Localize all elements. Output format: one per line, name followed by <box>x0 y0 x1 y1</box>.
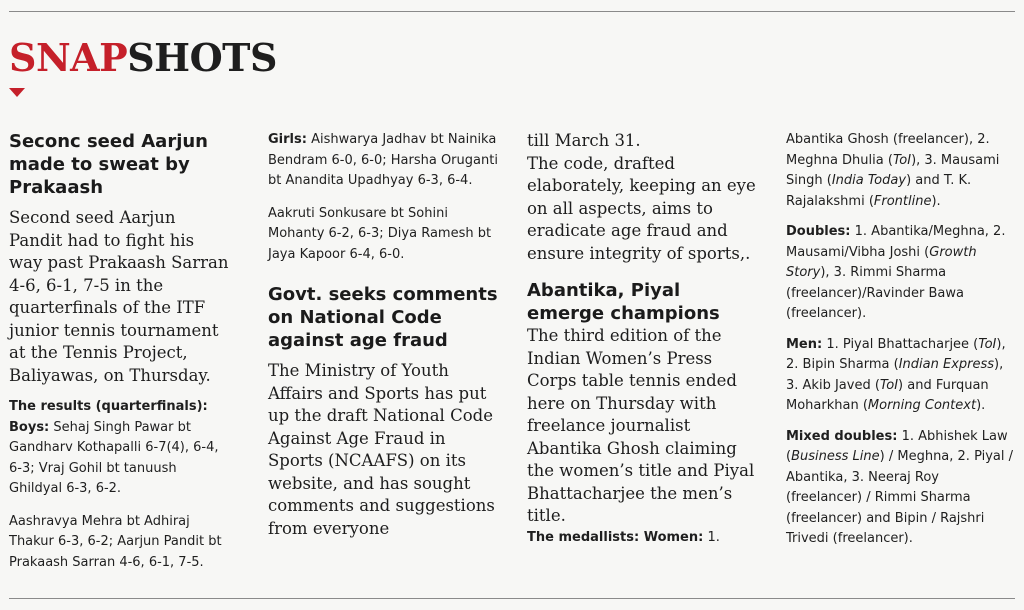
column-2 <box>268 130 500 540</box>
mixed-doubles-label: Mixed doubles: <box>786 428 898 444</box>
story-2-body-continued: till March 31. <box>527 131 641 150</box>
mixed-text-1: 1. Abhishek Law ( <box>786 428 1008 464</box>
boys-label: Boys: <box>9 419 50 435</box>
masthead-snap: SNAP <box>9 35 128 80</box>
column-1 <box>9 130 231 573</box>
story-2-body-para-2: The code, drafted elaborately, keeping an eye on all aspects, aims to eradicate age fraud and ensure integrity of sports,. <box>527 153 756 263</box>
girls-results <box>268 130 500 192</box>
doubles-pub-1: Growth Story <box>786 244 977 280</box>
men-text-4: ) and Furquan Moharkhan ( <box>786 377 989 413</box>
story-2-headline: Govt. seeks comments on National Code against age fraud <box>268 284 498 351</box>
masthead-shots: SHOTS <box>127 35 277 80</box>
story-1-headline: Seconc seed Aarjun made to sweat by Prakaash <box>9 131 208 198</box>
girls-results-text: Aishwarya Jadhav bt Nainika Bendram 6-0, 6-0; Harsha Oruganti bt Anandita Upadhyay 6-3, 6-4. <box>268 132 498 188</box>
mixed-doubles-results <box>786 427 1018 550</box>
men-pub-3: ToI <box>879 377 899 393</box>
girls-label: Girls: <box>268 132 307 147</box>
boys-results <box>9 418 231 500</box>
men-label: Men: <box>786 336 823 352</box>
doubles-results <box>786 222 1018 325</box>
bottom-rule <box>9 598 1015 599</box>
story-2-body: The Ministry of Youth Affairs and Sports has put up the draft National Code Against Age Fraud in Sports (NCAAFS) on its website, and has sought comments and suggestions from everyone <box>268 361 495 538</box>
column-3 <box>527 130 759 548</box>
medallists-label: The medallists: Women: <box>527 529 704 545</box>
column-4 <box>786 130 1018 550</box>
boys-results-text: Sehaj Singh Pawar bt Gandharv Kothapalli 6-7(4), 6-4, 6-3; Vraj Gohil bt tanuush Ghildyal 6-3, 6-2. <box>9 419 219 496</box>
girls-results-2: Aakruti Sonkusare bt Sohini Mohanty 6-2, 6-3; Diya Ramesh bt Jaya Kapoor 6-4, 6-0. <box>268 205 492 262</box>
masthead-marker-icon <box>9 88 25 97</box>
mixed-text-2: ) / Meghna, 2. Piyal / Abantika, 3. Neeraj Roy (freelancer) / Rimmi Sharma (freelancer) and Bipin / Rajshri Trivedi (freelancer). <box>786 449 1014 546</box>
doubles-text-1: 1. Abantika/Meghna, 2. Mausami/Vibha Joshi ( <box>786 224 1006 260</box>
women-pub-2: India Today <box>831 173 907 188</box>
women-pub-3: Frontline <box>873 193 932 209</box>
section-masthead <box>9 36 277 80</box>
women-text-2: ), 3. Mausami Singh ( <box>786 152 1000 188</box>
medallists-intro <box>527 528 759 549</box>
women-results-start: 1. <box>707 529 720 545</box>
men-text-5: ). <box>976 398 986 413</box>
men-text-2: ), 2. Bipin Sharma ( <box>786 336 1006 372</box>
women-text-4: ). <box>931 193 941 209</box>
men-results <box>786 335 1018 417</box>
women-text-3: ) and T. K. Rajalakshmi ( <box>786 173 972 209</box>
women-text-1: Abantika Ghosh (freelancer), 2. Meghna Dhulia ( <box>786 132 990 168</box>
women-results <box>786 130 1018 212</box>
men-text-3: ), 3. Akib Javed ( <box>786 357 1004 393</box>
results-heading: The results (quarterfinals): <box>9 399 208 414</box>
mixed-pub-1: Business Line <box>791 449 880 464</box>
boys-results-2: Aashravya Mehra bt Adhiraj Thakur 6-3, 6-2; Aarjun Pandit bt Prakaash Sarran 4-6, 6-1, 7-5. <box>9 513 222 570</box>
story-3-body: The third edition of the Indian Women’s Press Corps table tennis ended here on Thursday with freelance journalist Abantika Ghosh claiming the women’s title and Piyal Bhattacharjee the men’s title. <box>527 326 755 525</box>
story-3-headline: Abantika, Piyal emerge champions <box>527 280 720 324</box>
women-pub-1: ToI <box>892 152 912 168</box>
top-rule <box>9 11 1015 12</box>
men-text-1: 1. Piyal Bhattacharjee ( <box>826 336 979 352</box>
doubles-label: Doubles: <box>786 224 851 239</box>
doubles-text-2: ), 3. Rimmi Sharma (freelancer)/Ravinder Bawa (freelancer). <box>786 265 964 321</box>
story-1-body: Second seed Aarjun Pandit had to fight his way past Prakaash Sarran 4-6, 6-1, 7-5 in the quarterfinals of the ITF junior tennis tournament at the Tennis Project, Baliyawas, on Thursday. <box>9 208 229 385</box>
men-pub-2: Indian Express <box>898 357 995 372</box>
men-pub-1: ToI <box>978 336 997 352</box>
men-pub-4: Morning Context <box>867 398 977 413</box>
